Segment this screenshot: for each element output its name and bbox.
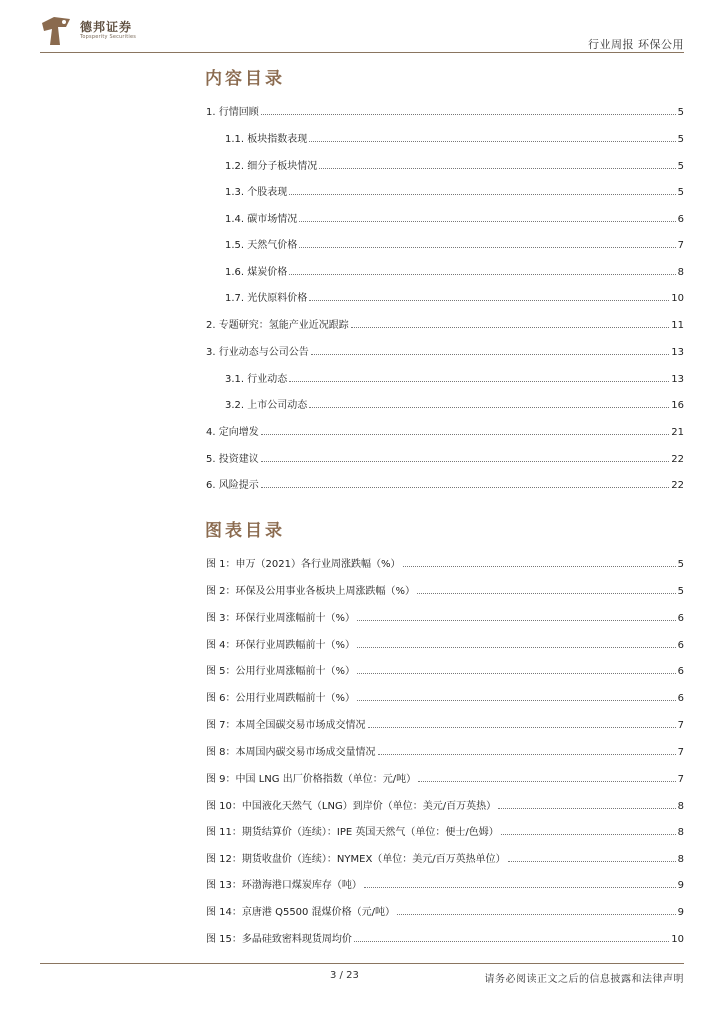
leader-dots bbox=[501, 834, 676, 835]
toc-item[interactable] bbox=[225, 131, 684, 145]
figure-item[interactable] bbox=[206, 637, 684, 651]
toc-item-label: 2. 专题研究：氢能产业近况跟踪 bbox=[206, 320, 349, 331]
leader-dots bbox=[309, 141, 675, 142]
figure-item[interactable] bbox=[206, 690, 684, 704]
toc-item-page: 22 bbox=[671, 480, 684, 491]
toc-item-label: 1.6. 煤炭价格 bbox=[225, 267, 288, 278]
figure-item-label: 图 5：公用行业周涨幅前十（%） bbox=[206, 666, 356, 677]
figure-item[interactable] bbox=[206, 877, 684, 891]
figure-item-page: 6 bbox=[677, 613, 684, 624]
company-logo bbox=[40, 15, 150, 47]
toc-item[interactable] bbox=[206, 451, 684, 465]
leader-dots bbox=[403, 566, 676, 567]
figure-item-page: 5 bbox=[677, 559, 684, 570]
leader-dots bbox=[378, 754, 676, 755]
figure-item-page: 7 bbox=[677, 720, 684, 731]
figure-item-label: 图 4：环保行业周跌幅前十（%） bbox=[206, 640, 356, 651]
leader-dots bbox=[417, 593, 676, 594]
figure-item[interactable] bbox=[206, 904, 684, 918]
toc-item-page: 5 bbox=[677, 134, 684, 145]
toc-item[interactable] bbox=[206, 477, 684, 491]
figure-item-label: 图 15：多晶硅致密料现货周均价 bbox=[206, 934, 352, 945]
toc-item-label: 3. 行业动态与公司公告 bbox=[206, 347, 309, 358]
figure-item-page: 7 bbox=[677, 774, 684, 785]
toc-item-page: 5 bbox=[677, 187, 684, 198]
figure-item-label: 图 13：环渤海港口煤炭库存（吨） bbox=[206, 880, 362, 891]
toc-item-label: 1.4. 碳市场情况 bbox=[225, 214, 298, 225]
figure-item-page: 6 bbox=[677, 693, 684, 704]
toc-item[interactable] bbox=[225, 290, 684, 304]
figure-item-page: 6 bbox=[677, 666, 684, 677]
company-name-cn: 德邦证券 bbox=[80, 20, 133, 34]
figure-item-label: 图 3：环保行业周涨幅前十（%） bbox=[206, 613, 356, 624]
leader-dots bbox=[357, 673, 676, 674]
toc-item-label: 4. 定向增发 bbox=[206, 427, 259, 438]
leader-dots bbox=[357, 647, 676, 648]
header-divider bbox=[40, 52, 684, 53]
leader-dots bbox=[309, 300, 669, 301]
toc-item-page: 6 bbox=[677, 214, 684, 225]
legal-disclaimer: 请务必阅读正文之后的信息披露和法律声明 bbox=[484, 974, 684, 985]
toc-item-page: 16 bbox=[671, 400, 684, 411]
toc-item[interactable] bbox=[206, 344, 684, 358]
leader-dots bbox=[351, 327, 670, 328]
leader-dots bbox=[498, 808, 676, 809]
figure-item-label: 图 8：本周国内碳交易市场成交量情况 bbox=[206, 747, 376, 758]
figure-item-label: 图 10：中国液化天然气（LNG）到岸价（单位：美元/百万英热） bbox=[206, 801, 497, 812]
toc-item[interactable] bbox=[225, 211, 684, 225]
figure-item[interactable] bbox=[206, 556, 684, 570]
toc-title: 内容目录 bbox=[205, 69, 285, 89]
leader-dots bbox=[261, 487, 670, 488]
figure-item-page: 8 bbox=[677, 854, 684, 865]
toc-item[interactable] bbox=[225, 237, 684, 251]
leader-dots bbox=[357, 620, 676, 621]
toc-item[interactable] bbox=[225, 184, 684, 198]
figure-item[interactable] bbox=[206, 771, 684, 785]
leader-dots bbox=[311, 354, 670, 355]
leader-dots bbox=[508, 861, 676, 862]
toc-item-label: 1.1. 板块指数表现 bbox=[225, 134, 308, 145]
footer-divider bbox=[40, 963, 684, 964]
figure-item-page: 6 bbox=[677, 640, 684, 651]
leader-dots bbox=[289, 274, 675, 275]
figure-item-page: 8 bbox=[677, 801, 684, 812]
figure-item-label: 图 14：京唐港 Q5500 混煤价格（元/吨） bbox=[206, 907, 395, 918]
figure-item[interactable] bbox=[206, 851, 684, 865]
toc-item-page: 13 bbox=[671, 347, 684, 358]
toc-item[interactable] bbox=[206, 317, 684, 331]
toc-item-page: 10 bbox=[671, 293, 684, 304]
leader-dots bbox=[368, 727, 676, 728]
toc-item-label: 1.5. 天然气价格 bbox=[225, 240, 298, 251]
figure-item[interactable] bbox=[206, 663, 684, 677]
figure-item-label: 图 6：公用行业周跌幅前十（%） bbox=[206, 693, 356, 704]
toc-item-label: 1. 行情回顾 bbox=[206, 107, 259, 118]
figure-list-title: 图表目录 bbox=[205, 521, 285, 541]
leader-dots bbox=[299, 221, 675, 222]
figure-item-label: 图 7：本周全国碳交易市场成交情况 bbox=[206, 720, 366, 731]
leader-dots bbox=[261, 434, 670, 435]
toc-item-label: 6. 风险提示 bbox=[206, 480, 259, 491]
toc-item-page: 22 bbox=[671, 454, 684, 465]
toc-item-label: 3.2. 上市公司动态 bbox=[225, 400, 308, 411]
figure-item[interactable] bbox=[206, 744, 684, 758]
leader-dots bbox=[309, 407, 669, 408]
figure-item-page: 7 bbox=[677, 747, 684, 758]
figure-item[interactable] bbox=[206, 931, 684, 945]
company-name-en: Topsperity Securities bbox=[80, 34, 137, 40]
toc-item[interactable] bbox=[225, 371, 684, 385]
leader-dots bbox=[261, 114, 676, 115]
figure-item-page: 10 bbox=[671, 934, 684, 945]
toc-item-page: 5 bbox=[677, 107, 684, 118]
leader-dots bbox=[299, 247, 675, 248]
document-type: 行业周报 环保公用 bbox=[588, 38, 684, 51]
leader-dots bbox=[289, 381, 669, 382]
toc-item-page: 7 bbox=[677, 240, 684, 251]
leader-dots bbox=[319, 168, 675, 169]
leader-dots bbox=[364, 887, 676, 888]
toc-item[interactable] bbox=[225, 264, 684, 278]
figure-item-page: 9 bbox=[677, 880, 684, 891]
leader-dots bbox=[418, 781, 676, 782]
toc-item-label: 3.1. 行业动态 bbox=[225, 374, 288, 385]
toc-item[interactable] bbox=[206, 424, 684, 438]
figure-item[interactable] bbox=[206, 717, 684, 731]
figure-item-label: 图 12：期货收盘价（连续）：NYMEX（单位：美元/百万英热单位） bbox=[206, 854, 506, 865]
figure-item-label: 图 1：申万（2021）各行业周涨跌幅（%） bbox=[206, 559, 401, 570]
figure-item-label: 图 2：环保及公用事业各板块上周涨跌幅（%） bbox=[206, 586, 416, 597]
figure-item[interactable] bbox=[206, 798, 684, 812]
toc-item-page: 5 bbox=[677, 161, 684, 172]
figure-item-page: 8 bbox=[677, 827, 684, 838]
figure-item-label: 图 9：中国 LNG 出厂价格指数（单位：元/吨） bbox=[206, 774, 417, 785]
toc-item-label: 1.3. 个股表现 bbox=[225, 187, 288, 198]
figure-item[interactable] bbox=[206, 610, 684, 624]
leader-dots bbox=[354, 941, 669, 942]
leader-dots bbox=[289, 194, 675, 195]
page-indicator: 3 / 23 bbox=[330, 970, 359, 981]
figure-item[interactable] bbox=[206, 583, 684, 597]
toc-item-label: 1.7. 光伏原料价格 bbox=[225, 293, 308, 304]
company-logo-icon bbox=[40, 15, 74, 47]
toc-item-page: 11 bbox=[671, 320, 684, 331]
leader-dots bbox=[397, 914, 676, 915]
figure-item-label: 图 11：期货结算价（连续）：IPE 英国天然气（单位：便士/色姆） bbox=[206, 827, 499, 838]
toc-item-label: 5. 投资建议 bbox=[206, 454, 259, 465]
toc-item[interactable] bbox=[225, 397, 684, 411]
leader-dots bbox=[261, 461, 670, 462]
toc-item[interactable] bbox=[225, 158, 684, 172]
toc-item-label: 1.2. 细分子板块情况 bbox=[225, 161, 318, 172]
figure-item-page: 5 bbox=[677, 586, 684, 597]
leader-dots bbox=[357, 700, 676, 701]
figure-item[interactable] bbox=[206, 824, 684, 838]
toc-item-page: 13 bbox=[671, 374, 684, 385]
toc-item-page: 21 bbox=[671, 427, 684, 438]
figure-item-page: 9 bbox=[677, 907, 684, 918]
toc-item[interactable] bbox=[206, 104, 684, 118]
toc-item-page: 8 bbox=[677, 267, 684, 278]
